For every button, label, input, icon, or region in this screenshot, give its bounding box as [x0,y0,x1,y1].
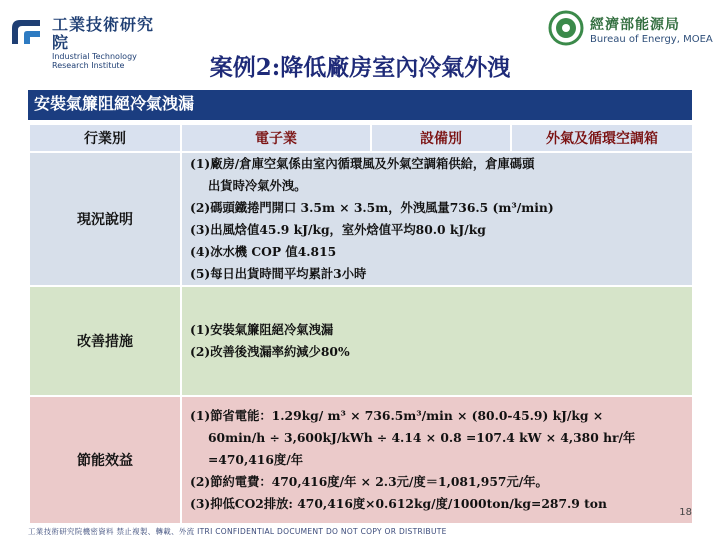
status-content [181,152,693,286]
saving-content [181,396,693,524]
saving-line: (2)節約電費：470,416度/年 × 2.3元/度＝1,081,957元/年。 [190,474,548,489]
itri-name: 工業技術研究院 [52,15,155,52]
equipment-label: 設備別 [371,124,511,152]
case-table [28,123,694,525]
moea-seal-icon [548,10,584,46]
saving-line: =470,416度/年 [208,452,304,467]
improve-line: (2)改善後洩漏率約減少80% [190,344,350,359]
status-label: 現況說明 [29,152,181,286]
page-title: 案例2:降低廠房室內冷氣外洩 [209,54,511,81]
industry-label: 行業別 [29,124,181,152]
row-status [29,152,693,286]
itri-en-line-1: Industrial Technology [52,52,137,61]
saving-line: (3)抑低CO2排放: 470,416度×0.612kg/度/1000ton/kg=287.9 ton [190,496,607,511]
status-line: (4)冰水機 COP 值4.815 [190,244,337,259]
row-saving [29,396,693,524]
moea-logo [548,10,716,50]
section-banner: 安裝氣簾阻絕冷氣洩漏 [28,90,692,120]
moea-name: 經濟部能源局 [590,17,680,33]
page-number: 18 [679,507,692,518]
itri-logo-icon [8,14,44,50]
saving-label: 節能效益 [29,396,181,524]
status-line: (1)廠房/倉庫空氣係由室內循環風及外氣空調箱供給，倉庫碼頭 [190,156,535,171]
saving-line: 60min/h ÷ 3,600kJ/kWh ÷ 4.14 × 0.8 =107.4 kW × 4,380 hr/年 [208,430,636,445]
row-improve [29,286,693,396]
saving-line: (1)節省電能：1.29kg/ m³ × 736.5m³/min × (80.0-45.9) kJ/kg × [190,408,604,423]
status-line: (3)出風焓值45.9 kJ/kg，室外焓值平均80.0 kJ/kg [190,222,486,237]
status-line: (5)每日出貨時間平均累計3小時 [190,266,367,281]
confidential-footer: 工業技術研究院機密資料 禁止複製、轉載、外流 ITRI CONFIDENTIAL DOCUMENT DO NOT COPY OR DISTRIBUTE [28,527,447,536]
equipment-value: 外氣及循環空調箱 [511,124,693,152]
status-line: 出貨時冷氣外洩。 [208,178,307,193]
improve-label: 改善措施 [29,286,181,396]
improve-line: (1)安裝氣簾阻絕冷氣洩漏 [190,322,334,337]
improve-content [181,286,693,396]
moea-en: Bureau of Energy, MOEA [590,34,713,45]
itri-logo [8,14,158,70]
row-industry [29,124,693,152]
status-line: (2)碼頭鐵捲門開口 3.5m × 3.5m，外洩風量736.5 (m³/min) [190,200,554,215]
itri-en-line-2: Research Institute [52,61,125,70]
industry-value: 電子業 [181,124,371,152]
